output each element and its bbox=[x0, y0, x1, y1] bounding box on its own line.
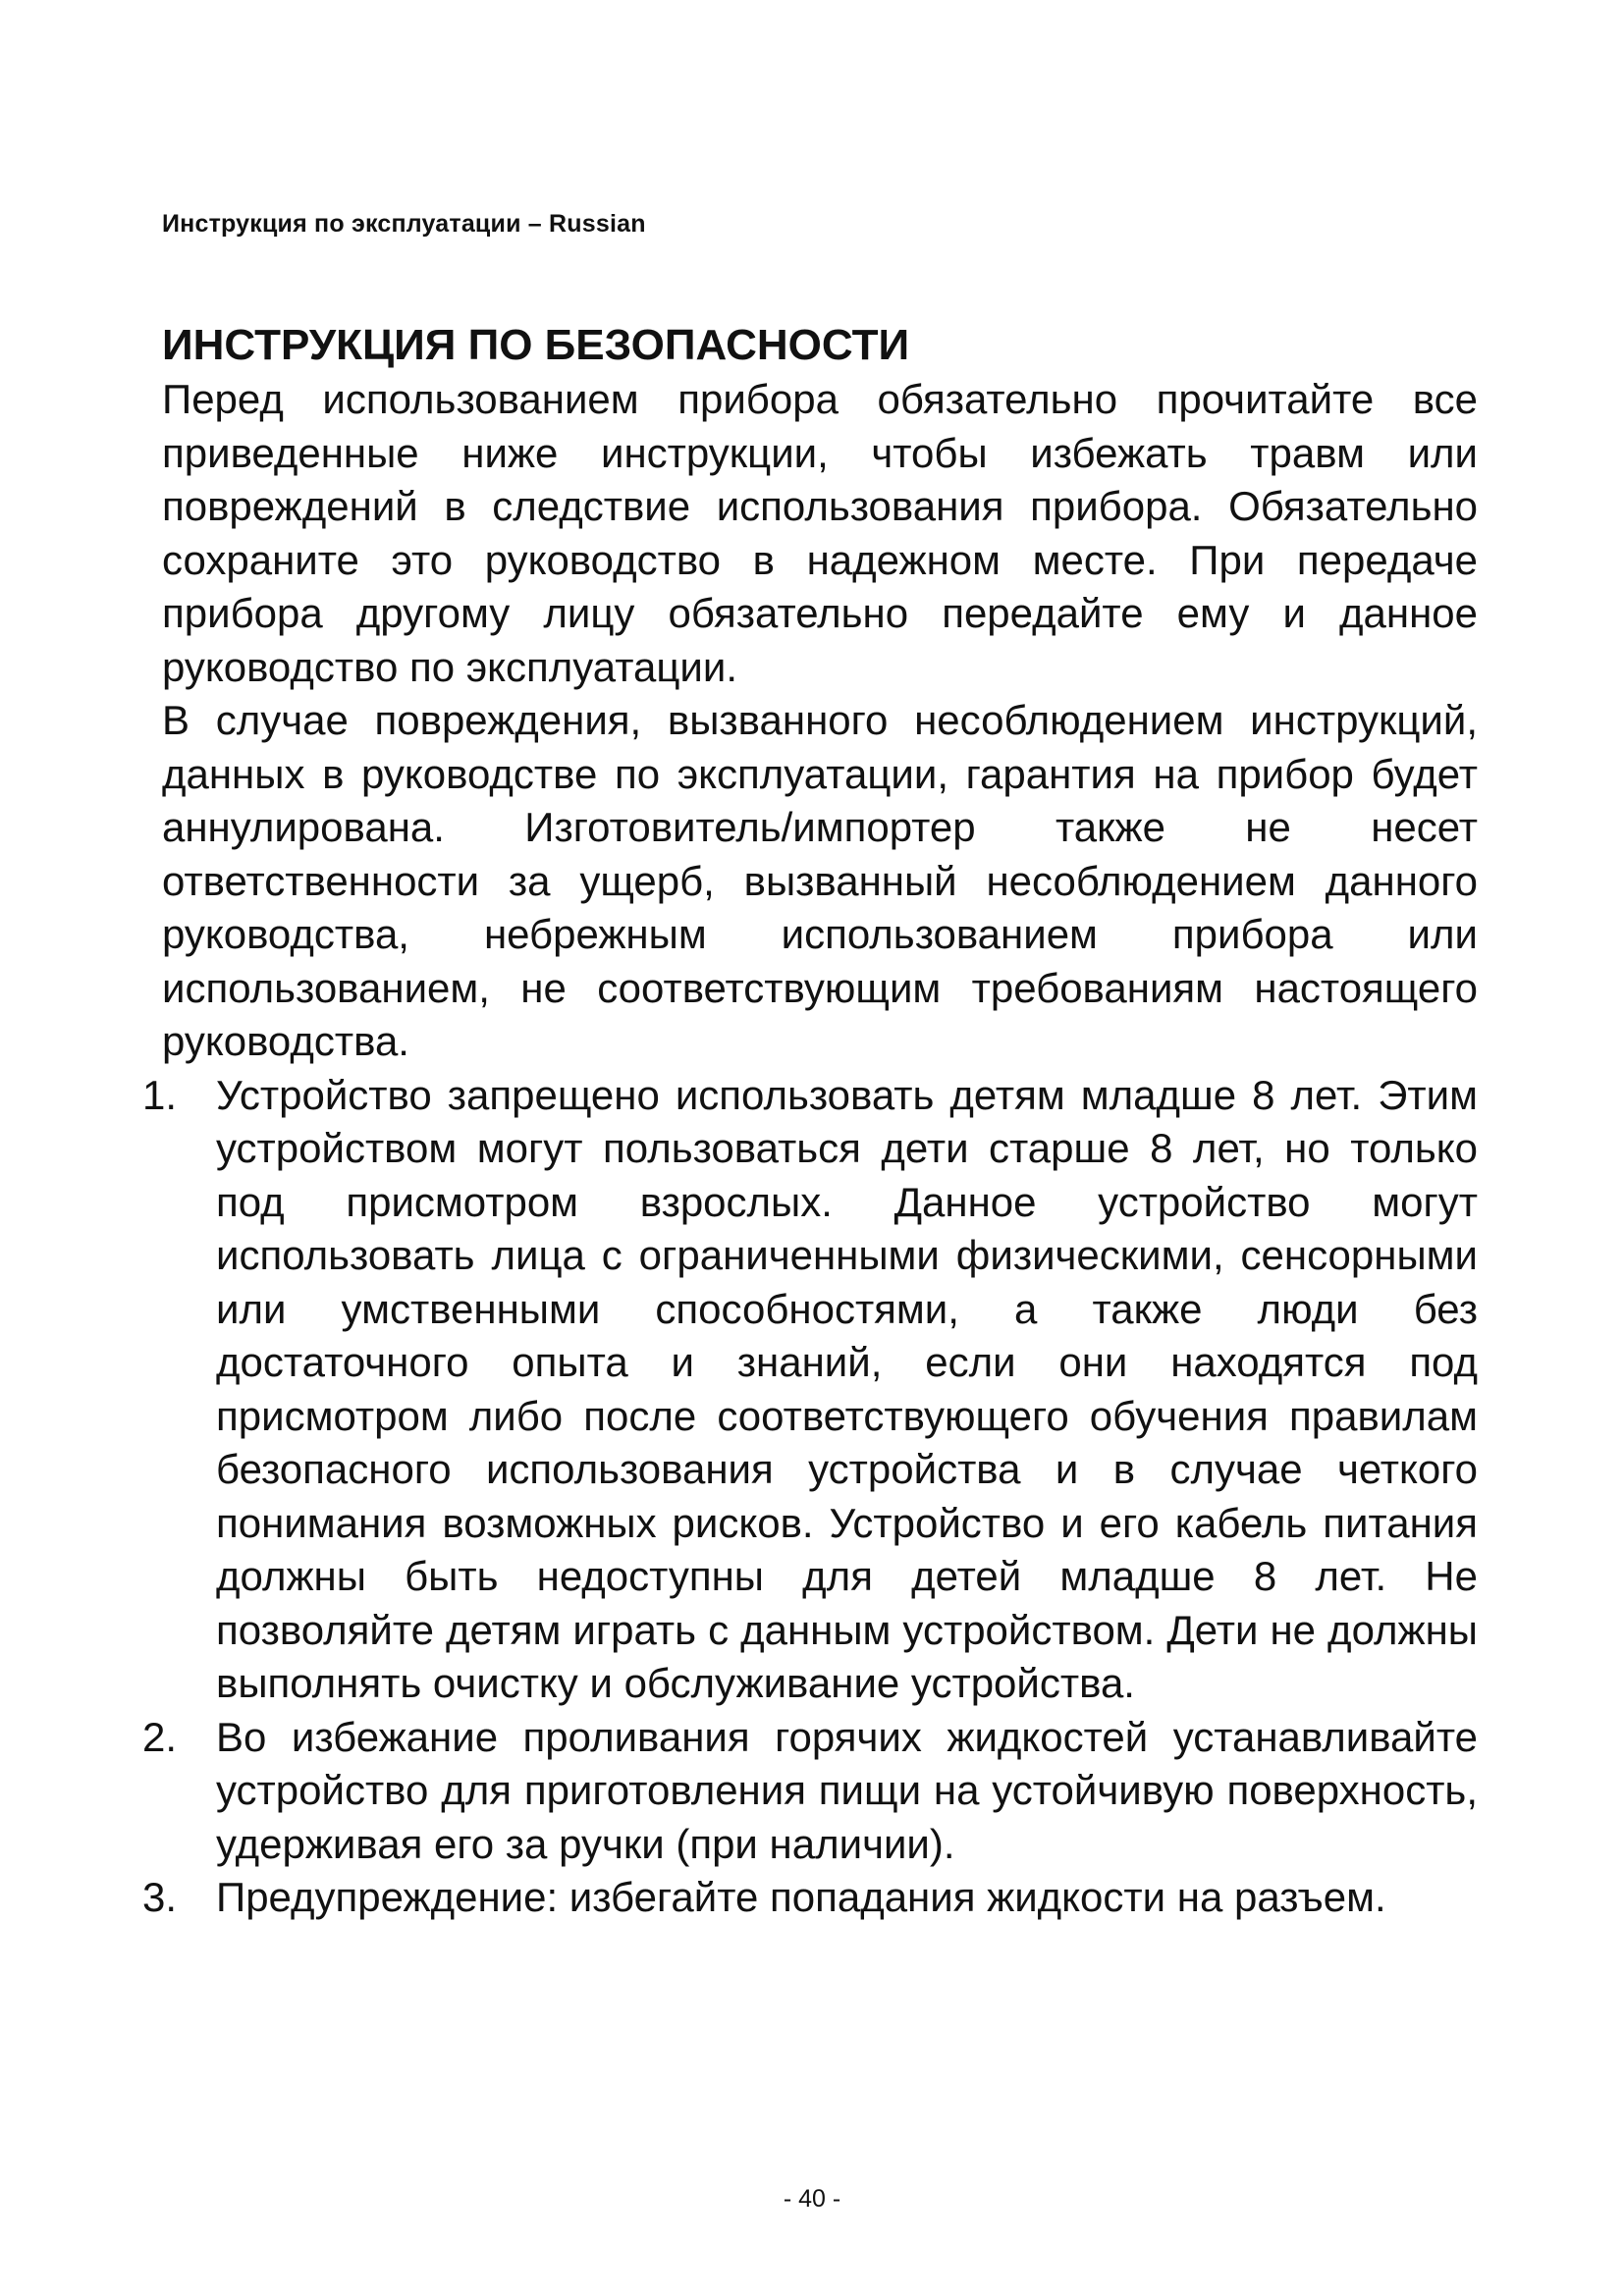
list-item bbox=[142, 1711, 1478, 1872]
list-item-text: Во избежание проливания горячих жидкостей устанавливайте устройство для приготовления пищи на устойчивую поверхность, удерживая его за ручки (при наличии). bbox=[216, 1713, 1478, 1867]
page-content bbox=[142, 373, 1478, 1925]
intro-paragraph-1: Перед использованием прибора обязательно прочитайте все приведенные ниже инструкции, чтобы избежать травм или повреждений в следствие использования прибора. Обязательно сохраните это руководство в надежном месте. При передаче прибора другому лицу обязательно передайте ему и данное руководство по эксплуатации. bbox=[162, 376, 1478, 690]
running-header: Инструкция по эксплуатации – Russian bbox=[162, 210, 646, 238]
safety-rules-list bbox=[142, 1069, 1478, 1925]
list-item-text: Предупреждение: избегайте попадания жидкости на разъем. bbox=[216, 1874, 1386, 1920]
page-number: - 40 - bbox=[783, 2185, 841, 2213]
intro-paragraph-2: В случае повреждения, вызванного несоблюдением инструкций, данных в руководстве по эксплуатации, гарантия на прибор будет аннулирована. Изготовитель/импортер также не несет ответственности за ущерб, вызванный несоблюдением данного руководства, небрежным использованием прибора или использованием, не соответствующим требованиям настоящего руководства. bbox=[162, 697, 1478, 1064]
list-item-number: 2. bbox=[142, 1713, 178, 1760]
list-item-number: 3. bbox=[142, 1874, 178, 1920]
section-title: ИНСТРУКЦИЯ ПО БЕЗОПАСНОСТИ bbox=[162, 321, 910, 369]
list-item-number: 1. bbox=[142, 1071, 178, 1118]
intro-text bbox=[162, 373, 1478, 1069]
list-item bbox=[142, 1069, 1478, 1711]
list-item-text: Устройство запрещено использовать детям младше 8 лет. Этим устройством могут пользоваться дети старше 8 лет, но только под присмотром взрослых. Данное устройство могут использовать лица с ограниченными физическими, сенсорными или умственными способностями, а также люди без достаточного опыта и знаний, если они находятся под присмотром либо после соответствующего обучения правилам безопасного использования устройства и в случае четкого понимания возможных рисков. Устройство и его кабель питания должны быть недоступны для детей младше 8 лет. Не позволяйте детям играть с данным устройством. Дети не должны выполнять очистку и обслуживание устройства. bbox=[216, 1071, 1478, 1706]
list-item bbox=[142, 1871, 1478, 1925]
